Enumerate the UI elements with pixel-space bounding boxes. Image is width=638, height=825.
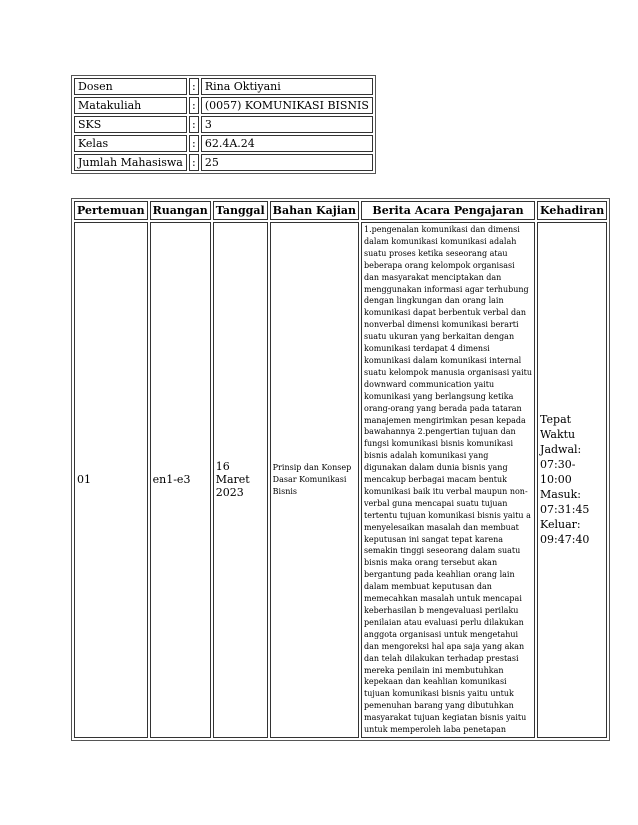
cell-pertemuan: 01	[74, 222, 148, 738]
cell-bahan-kajian: Prinsip dan Konsep Dasar Komunikasi Bisnis	[270, 222, 359, 738]
course-info-table	[71, 75, 376, 174]
info-value-kelas: 62.4A.24	[201, 135, 373, 152]
info-label: Jumlah Mahasiswa	[74, 154, 187, 171]
cell-berita-acara	[361, 222, 535, 738]
info-separator: :	[189, 154, 199, 171]
info-row-sks	[74, 116, 373, 133]
info-label: Matakuliah	[74, 97, 187, 114]
info-row-jumlah-mahasiswa	[74, 154, 373, 171]
header-pertemuan: Pertemuan	[74, 201, 148, 220]
info-label: Dosen	[74, 78, 187, 95]
info-row-matakuliah	[74, 97, 373, 114]
info-separator: :	[189, 135, 199, 152]
header-kehadiran: Kehadiran	[537, 201, 607, 220]
header-ruangan: Ruangan	[150, 201, 211, 220]
cell-kehadiran: Tepat Waktu Jadwal: 07:30-10:00 Masuk: 07:31:45 Keluar: 09:47:40	[537, 222, 607, 738]
info-separator: :	[189, 116, 199, 133]
info-label: SKS	[74, 116, 187, 133]
header-tanggal: Tanggal	[213, 201, 268, 220]
table-header-row	[74, 201, 607, 220]
berita-acara-text: 1.pengenalan komunikasi dan dimensi dalam komunikasi komunikasi adalah suatu proses ketika seseorang atau beberapa orang kelompok organisasi dan masyarakat menciptakan dan menggunakan informasi agar terhubung dengan lingkungan dan orang lain komunikasi dapat berbentuk verbal dan nonverbal dimensi komunikasi berarti suatu ukuran yang berkaitan dengan komunikasi terdapat 4 dimensi komunikasi dalam komunikasi internal suatu kelompok manusia organisasi yaitu downward communication yaitu komunikasi yang berlangsung ketika orang-orang yang berada pada tataran manajemen mengirimkan pesan kepada bawahannya 2.pengertian tujuan dan fungsi komunikasi bisnis komunikasi bisnis adalah komunikasi yang digunakan dalam dunia bisnis yang mencakup berbagai macam bentuk komunikasi baik itu verbal maupun non-verbal guna mencapai suatu tujuan tertentu tujuan komunikasi bisnis yaitu a menyelesaikan masalah dan membuat keputusan ini sangat tepat karena semakin tinggi seseorang dalam suatu bisnis maka orang tersebut akan bergantung pada keahlian orang lain dalam membuat keputusan dan memecahkan masalah untuk mencapai keberhasilan b mengevaluasi perilaku penilaian atau evaluasi perlu dilakukan anggota organisasi untuk mengetahui dan mengoreksi hal apa saja yang akan dan telah dilakukan terhadap prestasi mereka penilain ini membutuhkan kepekaan dan keahlian komunikasi tujuan komunikasi bisnis yaitu untuk pemenuhan barang yang dibutuhkan masyarakat tujuan kegiatan bisnis yaitu untuk memperoleh laba penetapan	[364, 225, 533, 735]
info-value-sks: 3	[201, 116, 373, 133]
table-row	[74, 222, 607, 738]
attendance-table	[71, 198, 610, 741]
header-berita-acara: Berita Acara Pengajaran	[361, 201, 535, 220]
info-value-jumlah-mahasiswa: 25	[201, 154, 373, 171]
info-row-dosen	[74, 78, 373, 95]
cell-tanggal: 16 Maret 2023	[213, 222, 268, 738]
header-bahan-kajian: Bahan Kajian	[270, 201, 359, 220]
info-label: Kelas	[74, 135, 187, 152]
cell-ruangan: en1-e3	[150, 222, 211, 738]
info-separator: :	[189, 78, 199, 95]
info-value-matakuliah: (0057) KOMUNIKASI BISNIS	[201, 97, 373, 114]
info-row-kelas	[74, 135, 373, 152]
info-separator: :	[189, 97, 199, 114]
info-value-dosen: Rina Oktiyani	[201, 78, 373, 95]
